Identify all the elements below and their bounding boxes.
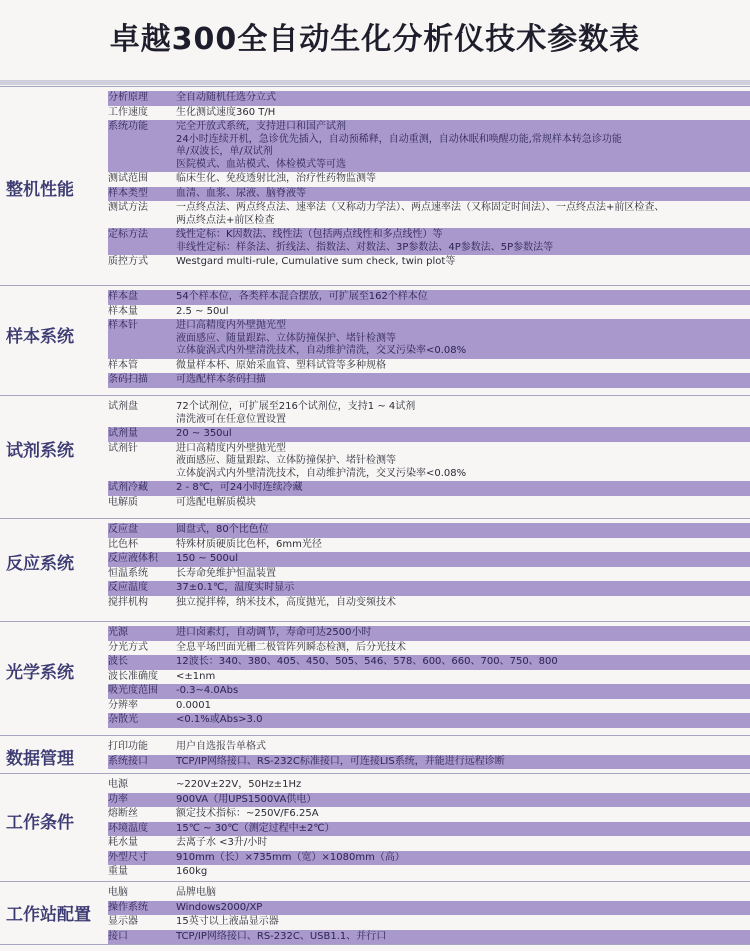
spec-key: 测试范围 [108, 173, 148, 184]
spec-value-line: 清洗液可在任意位置设置 [176, 413, 286, 425]
spec-value-line: 2 - 8℃，可24小时连续冷藏 [176, 482, 303, 493]
spec-row [108, 793, 750, 808]
spec-value-line: 2.5 ~ 50ul [176, 305, 229, 317]
spec-value-line: 线性定标：K因数法、线性法（包括两点线性和多点线性）等 [176, 229, 443, 240]
spec-value-line: 0.0001 [176, 699, 211, 711]
spec-value [176, 823, 750, 836]
spec-value [176, 582, 750, 595]
section-5 [0, 621, 750, 733]
section-rows [108, 523, 750, 610]
spec-row [108, 255, 750, 270]
section-rows [108, 626, 750, 728]
spec-value-line: 血清、血浆、尿液、脑脊液等 [176, 187, 306, 199]
spec-value [176, 173, 750, 186]
spec-value [176, 837, 750, 850]
spec-value [176, 553, 750, 566]
section-title: 整机性能 [6, 180, 74, 200]
section-4 [0, 518, 750, 619]
spec-value-line: 圆盘式，80个比色位 [176, 524, 269, 535]
spec-value [176, 597, 750, 610]
spec-value [176, 229, 750, 254]
spec-key: 恒温系统 [108, 567, 148, 579]
spec-key: 试剂盘 [108, 401, 138, 412]
spec-value [176, 808, 750, 821]
spec-row [108, 359, 750, 374]
spec-value [176, 642, 750, 655]
spec-value [176, 401, 750, 426]
bottom-divider [0, 944, 750, 945]
section-8 [0, 881, 750, 944]
spec-row [108, 400, 750, 427]
spec-row [108, 523, 750, 538]
spec-key: 分光方式 [108, 641, 148, 653]
spec-value-line: 可选配样本条码扫描 [176, 374, 266, 385]
spec-value-line: 15℃ ~ 30℃（测定过程中±2℃） [176, 822, 335, 834]
spec-value-line: TCP/IP网络接口、RS-232C、USB1.1、并行口 [176, 930, 387, 942]
spec-value [176, 741, 750, 754]
spec-value-line: 可选配电解质模块 [176, 496, 256, 508]
spec-value [176, 291, 750, 304]
spec-key: 熔断丝 [108, 808, 138, 819]
spec-row [108, 581, 750, 596]
spec-key: 试剂冷藏 [108, 482, 148, 493]
spec-value-line: 一点终点法、两点终点法、速率法（又称动力学法）、两点速率法（又称固定时间法）、一点终点法+前区检查、 [176, 202, 665, 213]
spec-key: 样本管 [108, 359, 138, 371]
spec-row [108, 373, 750, 388]
spec-key: 测试方法 [108, 202, 148, 213]
spec-row [108, 538, 750, 553]
section-title: 反应系统 [6, 554, 74, 574]
spec-value-line: 910mm（长）×735mm（宽）×1080mm（高） [176, 851, 405, 863]
spec-value-line: 液面感应、随量跟踪、立体防撞保护、堵针检测等 [176, 332, 396, 344]
section-2 [0, 285, 750, 393]
spec-key: 电源 [108, 779, 128, 790]
spec-key: 分析原理 [108, 92, 148, 103]
spec-value-line: 900VA（用UPS1500VA供电） [176, 793, 317, 805]
spec-value [176, 539, 750, 552]
section-title: 工作条件 [6, 813, 74, 833]
section-title: 试剂系统 [6, 441, 74, 461]
spec-key: 反应温度 [108, 582, 148, 593]
spec-value-line: <±1nm [176, 670, 216, 682]
spec-row [108, 641, 750, 656]
spec-row [108, 930, 750, 945]
spec-row [108, 496, 750, 511]
spec-row [108, 91, 750, 106]
spec-value [176, 374, 750, 387]
spec-value-line: Windows2000/XP [176, 901, 263, 913]
spec-row [108, 626, 750, 641]
spec-row [108, 567, 750, 582]
spec-value [176, 360, 750, 373]
spec-row [108, 120, 750, 172]
spec-key: 外型尺寸 [108, 851, 148, 863]
spec-value [176, 188, 750, 201]
spec-value-line: -0.3~4.0Abs [176, 685, 239, 696]
spec-key: 试剂量 [108, 428, 138, 439]
spec-row [108, 172, 750, 187]
spec-value-line: TCP/IP网络接口、RS-232C标准接口，可连接LIS系统，并能进行远程诊断 [176, 755, 505, 767]
spec-key: 样本针 [108, 320, 138, 331]
spec-value-line: 150 ~ 500ul [176, 553, 239, 564]
spec-value [176, 121, 750, 171]
spec-row [108, 699, 750, 714]
spec-value-line: 160kg [176, 866, 208, 877]
spec-value [176, 107, 750, 120]
spec-value [176, 320, 750, 358]
spec-value-line: 全自动随机任选分立式 [176, 92, 276, 103]
spec-value [176, 306, 750, 319]
spec-value [176, 902, 750, 915]
spec-value [176, 916, 750, 929]
spec-value [176, 685, 750, 698]
spec-value-line: 额定技术指标：~250V/F6.25A [176, 808, 319, 819]
spec-value-line: 72个试剂位，可扩展至216个试剂位，支持1 ~ 4试剂 [176, 401, 416, 412]
spec-key: 定标方法 [108, 229, 148, 240]
spec-key: 环境温度 [108, 822, 148, 834]
spec-key: 质控方式 [108, 256, 148, 267]
section-rows [108, 740, 750, 769]
spec-row [108, 915, 750, 930]
spec-key: 接口 [108, 930, 128, 942]
spec-key: 反应盘 [108, 524, 138, 535]
spec-value-line: 医院模式、血站模式、体检模式等可选 [176, 158, 346, 170]
spec-key: 操作系统 [108, 901, 148, 913]
spec-row [108, 290, 750, 305]
spec-row [108, 740, 750, 755]
spec-key: 条码扫描 [108, 374, 148, 385]
spec-value-line: 进口高精度内外壁抛光型 [176, 442, 286, 454]
spec-row [108, 655, 750, 670]
spec-value-line: Westgard multi-rule, Cumulative sum check, twin plot等 [176, 256, 456, 267]
spec-value-line: 20 ~ 350ul [176, 428, 232, 439]
spec-key: 光源 [108, 627, 128, 638]
spec-key: 波长准确度 [108, 670, 158, 682]
spec-row [108, 684, 750, 699]
spec-key: 重量 [108, 866, 128, 877]
spec-key: 杂散光 [108, 714, 138, 725]
spec-key: 显示器 [108, 916, 138, 927]
section-rows [108, 778, 750, 880]
spec-value [176, 568, 750, 581]
section-6 [0, 735, 750, 771]
spec-value [176, 627, 750, 640]
spec-value-line: 用户自选报告单格式 [176, 741, 266, 752]
spec-row [108, 865, 750, 880]
spec-value-line: 立体旋涡式内外壁清洗技术，自动维护清洗，交叉污染率<0.08% [176, 345, 467, 356]
spec-value-line: 进口高精度内外壁抛光型 [176, 320, 286, 331]
spec-row [108, 427, 750, 442]
spec-value [176, 202, 750, 227]
spec-key: 打印功能 [108, 741, 148, 752]
spec-value [176, 497, 750, 510]
spec-value-line: 独立搅拌棒，纳米技术，高度抛光，自动变频技术 [176, 596, 396, 608]
spec-row [108, 755, 750, 770]
spec-key: 系统接口 [108, 755, 148, 767]
spec-value [176, 524, 750, 537]
spec-row [108, 822, 750, 837]
spec-key: 功率 [108, 793, 128, 805]
spec-value [176, 756, 750, 769]
spec-value-line: 非线性定标：样条法、折线法、指数法、对数法、3P参数法、4P参数法、5P参数法等 [176, 241, 554, 253]
spec-row [108, 886, 750, 901]
section-3 [0, 395, 750, 516]
spec-value-line: 微量样本杯、原始采血管、塑料试管等多种规格 [176, 359, 386, 371]
spec-value [176, 714, 750, 727]
spec-row [108, 106, 750, 121]
spec-key: 电解质 [108, 496, 138, 508]
spec-value-line: 长寿命免维护恒温装置 [176, 567, 276, 579]
spec-value-line: 立体旋涡式内外壁清洗技术，自动维护清洗，交叉污染率<0.08% [176, 467, 467, 479]
spec-row [108, 596, 750, 611]
spec-row [108, 807, 750, 822]
spec-key: 反应液体积 [108, 553, 158, 564]
spec-value [176, 428, 750, 441]
spec-key: 比色杯 [108, 538, 138, 550]
spec-value [176, 443, 750, 481]
spec-row [108, 901, 750, 916]
spec-value [176, 931, 750, 944]
spec-row [108, 442, 750, 482]
section-title: 数据管理 [6, 749, 74, 769]
spec-row [108, 670, 750, 685]
spec-value [176, 887, 750, 900]
spec-value [176, 700, 750, 713]
spec-value [176, 852, 750, 865]
spec-value-line: 去离子水 <3升/小时 [176, 837, 268, 848]
spec-row [108, 481, 750, 496]
spec-row [108, 552, 750, 567]
spec-value-line: 全息平场凹面光栅二极管阵列瞬态检测，后分光技术 [176, 641, 406, 653]
spec-value-line: 进口卤素灯，自动调节，寿命可达2500小时 [176, 627, 372, 638]
spec-value [176, 482, 750, 495]
spec-value-line: 12波长：340、380、405、450、505、546、578、600、660、700、750、800 [176, 656, 558, 667]
spec-value-line: <0.1%或Abs>3.0 [176, 714, 263, 725]
spec-row [108, 305, 750, 320]
spec-key: 工作速度 [108, 106, 148, 118]
top-divider [0, 80, 750, 85]
page-title: 卓越300全自动生化分析仪技术参数表 [109, 22, 641, 57]
spec-value-line: 生化测试速度360 T/H [176, 106, 276, 118]
spec-row [108, 836, 750, 851]
section-title: 工作站配置 [6, 905, 91, 925]
spec-value-line: 临床生化、免疫透射比浊，治疗性药物监测等 [176, 173, 376, 184]
spec-value-line: 单/双波长，单/双试剂 [176, 146, 273, 157]
section-1 [0, 86, 750, 283]
spec-row [108, 228, 750, 255]
spec-row [108, 851, 750, 866]
spec-value [176, 256, 750, 269]
section-7 [0, 773, 750, 879]
spec-key: 系统功能 [108, 121, 148, 132]
spec-value [176, 656, 750, 669]
spec-value [176, 671, 750, 684]
spec-row [108, 713, 750, 728]
spec-row [108, 778, 750, 793]
section-rows [108, 91, 750, 270]
spec-value-line: 品牌电脑 [176, 887, 216, 898]
spec-value-line: 特殊材质硬质比色杯，6mm光径 [176, 538, 322, 550]
spec-key: 样本量 [108, 305, 138, 317]
spec-value [176, 92, 750, 105]
spec-key: 分辨率 [108, 699, 138, 711]
spec-value-line: 两点终点法+前区检查 [176, 214, 275, 226]
spec-value-line: 完全开放式系统，支持进口和国产试剂 [176, 121, 346, 132]
spec-key: 耗水量 [108, 837, 138, 848]
spec-value-line: ~220V±22V，50Hz±1Hz [176, 779, 302, 790]
spec-row [108, 187, 750, 202]
spec-value [176, 779, 750, 792]
spec-key: 电脑 [108, 887, 128, 898]
section-title: 光学系统 [6, 663, 74, 683]
spec-key: 搅拌机构 [108, 596, 148, 608]
section-title: 样本系统 [6, 327, 74, 347]
spec-key: 试剂针 [108, 442, 138, 454]
spec-value-line: 15英寸以上液晶显示器 [176, 916, 279, 927]
spec-value-line: 24小时连续开机，急诊优先插入，自动预稀释，自动重测，自动休眠和唤醒功能,常规样本转急诊功能 [176, 133, 622, 145]
spec-value [176, 866, 750, 879]
spec-key: 样本类型 [108, 187, 148, 199]
section-rows [108, 400, 750, 510]
spec-key: 吸光度范围 [108, 685, 158, 696]
spec-value-line: 37±0.1℃，温度实时显示 [176, 582, 295, 593]
spec-value-line: 54个样本位，各类样本混合摆放，可扩展至162个样本位 [176, 291, 428, 302]
spec-value [176, 794, 750, 807]
spec-value-line: 液面感应、随量跟踪、立体防撞保护、堵针检测等 [176, 455, 396, 466]
spec-row [108, 201, 750, 228]
section-rows [108, 886, 750, 944]
section-rows [108, 290, 750, 388]
spec-key: 样本盘 [108, 291, 138, 302]
spec-row [108, 319, 750, 359]
spec-key: 波长 [108, 656, 128, 667]
